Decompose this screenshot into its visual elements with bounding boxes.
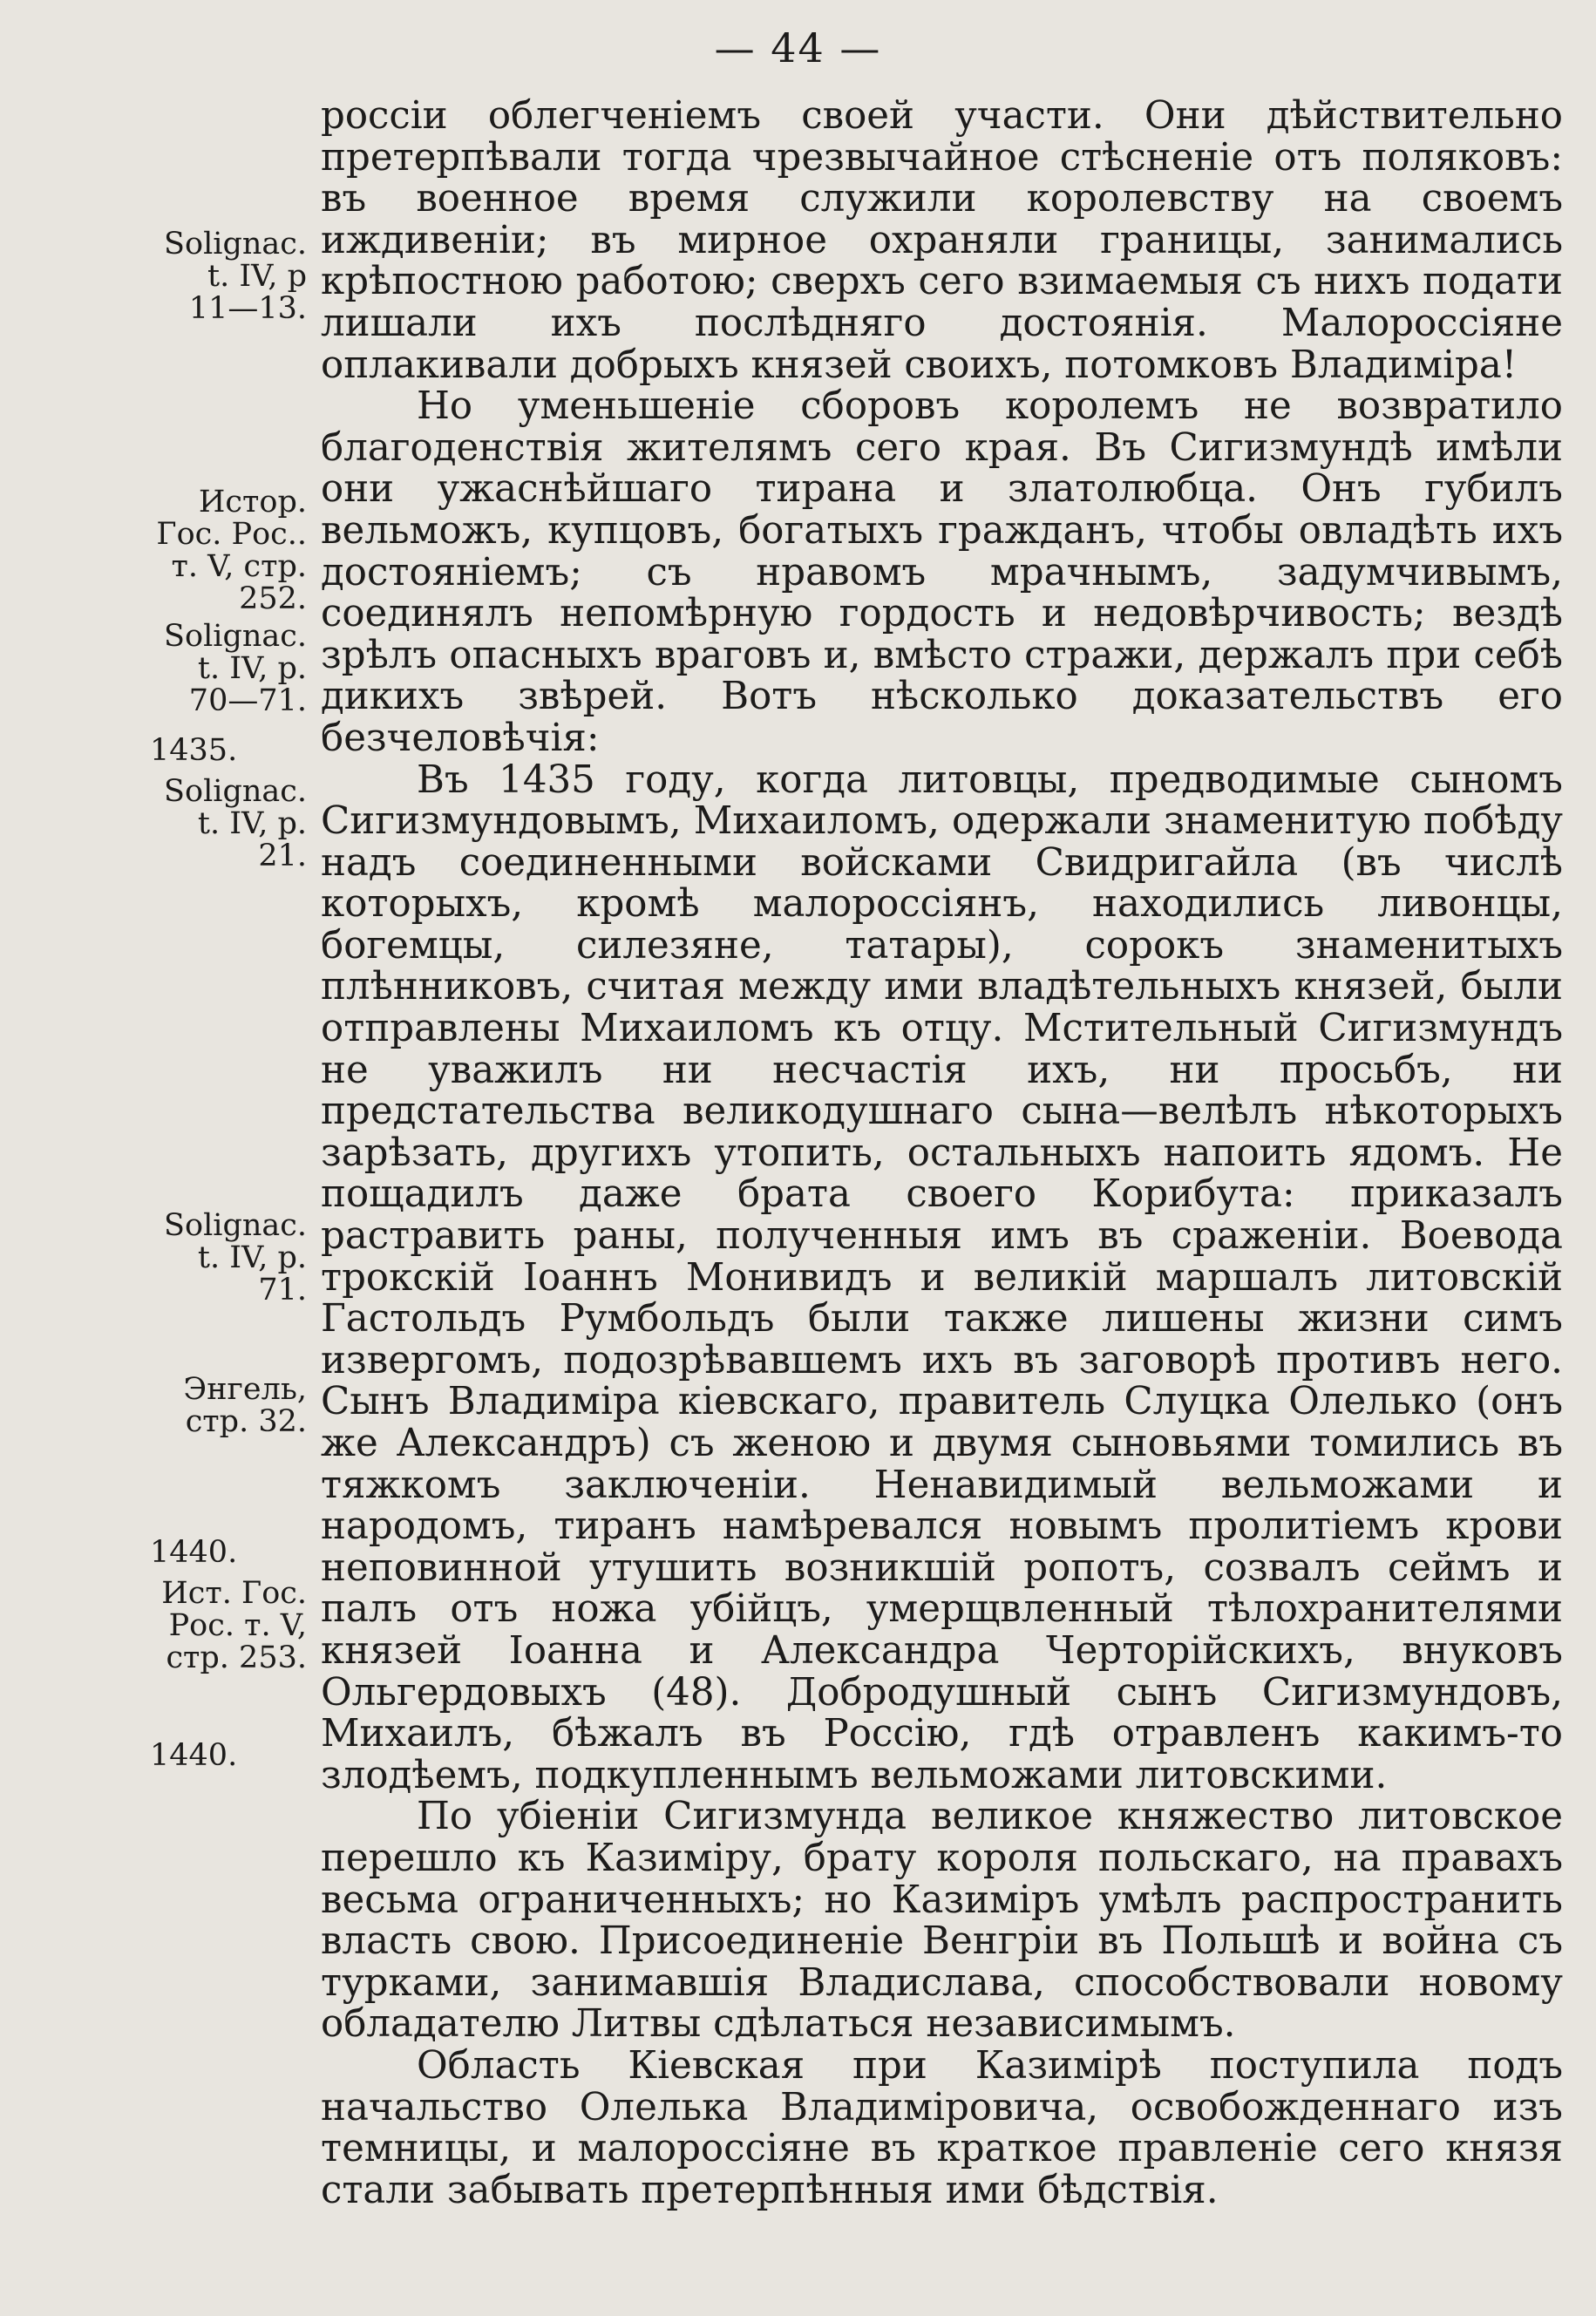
page-number: — 44 — [714,24,882,71]
margin-note: Истор. Гос. Рос.. т. V, стр. 252. [156,485,307,616]
paragraph: Область Кіевская при Казимірѣ поступила подъ начальство Олелька Владиміровича, освобожденнаго изъ темницы, и малороссіяне въ краткое правленіе сего князя стали забывать претерпѣнныя ими бѣдствія. [321,2043,1563,2212]
margin-note: 1440. [150,1738,238,1773]
margin-note: Solignac. t. IV, p. 70—71. [164,619,307,718]
margin-notes [0,0,314,2316]
paragraph: Но уменьшеніе сборовъ королемъ не возвратило благоденствія жителямъ сего края. Въ Сигизмундѣ имѣли они ужаснѣйшаго тирана и златолюбца. Онъ губилъ вельможъ, купцовъ, богатыхъ гражданъ, чтобы овладѣть ихъ достояніемъ; съ нравомъ мрачнымъ, задумчивымъ, соединялъ непомѣрную гордость и недовѣрчивость; вездѣ зрѣлъ опасныхъ враговъ и, вмѣсто стражи, держалъ при себѣ дикихъ звѣрей. Вотъ нѣсколько доказательствъ его безчеловѣчія: [321,384,1563,760]
body-text [321,96,1563,2211]
margin-note: 1435. [150,733,238,768]
margin-note: Solignac. t. IV, p 11—13. [164,227,307,326]
margin-note: Ист. Гос. Рос. т. V, стр. 253. [161,1576,307,1675]
margin-note: Solignac. t. IV, p. 21. [164,774,307,873]
margin-note: Энгель, стр. 32. [183,1372,307,1439]
paragraph: Въ 1435 году, когда литовцы, предводимые сыномъ Сигизмундовымъ, Михаиломъ, одержали знаменитую побѣду надъ соединенными войсками Свидригайла (въ числѣ которыхъ, кромѣ малороссіянъ, находились ливонцы, богемцы, силезяне, татары), сорокъ знаменитыхъ плѣнниковъ, считая между ими владѣтельныхъ князей, были отправлены Михаиломъ къ отцу. Мстительный Сигизмундъ не уважилъ ни несчастія ихъ, ни просьбъ, ни предстательства великодушнаго сына—велѣлъ нѣкоторыхъ зарѣзать, другихъ утопить, остальныхъ напоить ядомъ. Не пощадилъ даже брата своего Корибута: приказалъ растравить раны, полученныя имъ въ сраженіи. Воевода трокскій Іоаннъ Монивидъ и великій маршалъ литовскій Гастольдъ Румбольдъ были также лишены жизни симъ извергомъ, подозрѣвавшемъ ихъ въ заговорѣ противъ него. Сынъ Владиміра кіевскаго, правитель Слуцка Олелько (онъ же Александръ) съ женою и двумя сыновьями томились въ тяжкомъ заключеніи. Ненавидимый вельможами и народомъ, тиранъ намѣревался новымъ пролитіемъ крови неповинной утушить возникшій ропотъ, созвалъ сеймъ и палъ отъ ножа убійцъ, умерщвленный тѣлохранителями князей Іоанна и Александра Черторійскихъ, внуковъ Ольгердовыхъ (48). Добродушный сынъ Сигизмундовъ, Михаилъ, бѣжалъ въ Россію, гдѣ отравленъ какимъ-то злодѣемъ, подкупленнымъ вельможами литовскими. [321,757,1563,1797]
paragraph: россіи облегченіемъ своей участи. Они дѣйствительно претерпѣвали тогда чрезвычайное стѣсненіе отъ поляковъ: въ военное время служили королевству на своемъ иждивеніи; въ мирное охраняли границы, занимались крѣпостною работою; сверхъ сего взимаемыя съ нихъ подати лишали ихъ послѣдняго достоянія. Малороссіяне оплакивали добрыхъ князей своихъ, потомковъ Владиміра! [321,94,1563,387]
margin-note: 1440. [150,1535,238,1570]
margin-note: Solignac. t. IV, p. 71. [164,1208,307,1307]
paragraph: По убіеніи Сигизмунда великое княжество литовское перешло къ Казиміру, брату короля польскаго, на правахъ весьма ограниченныхъ; но Казиміръ умѣлъ распространить власть свою. Присоединеніе Венгріи въ Польшѣ и война съ турками, занимавшія Владислава, способствовали новому обладателю Литвы сдѣлаться независимымъ. [321,1795,1563,2047]
